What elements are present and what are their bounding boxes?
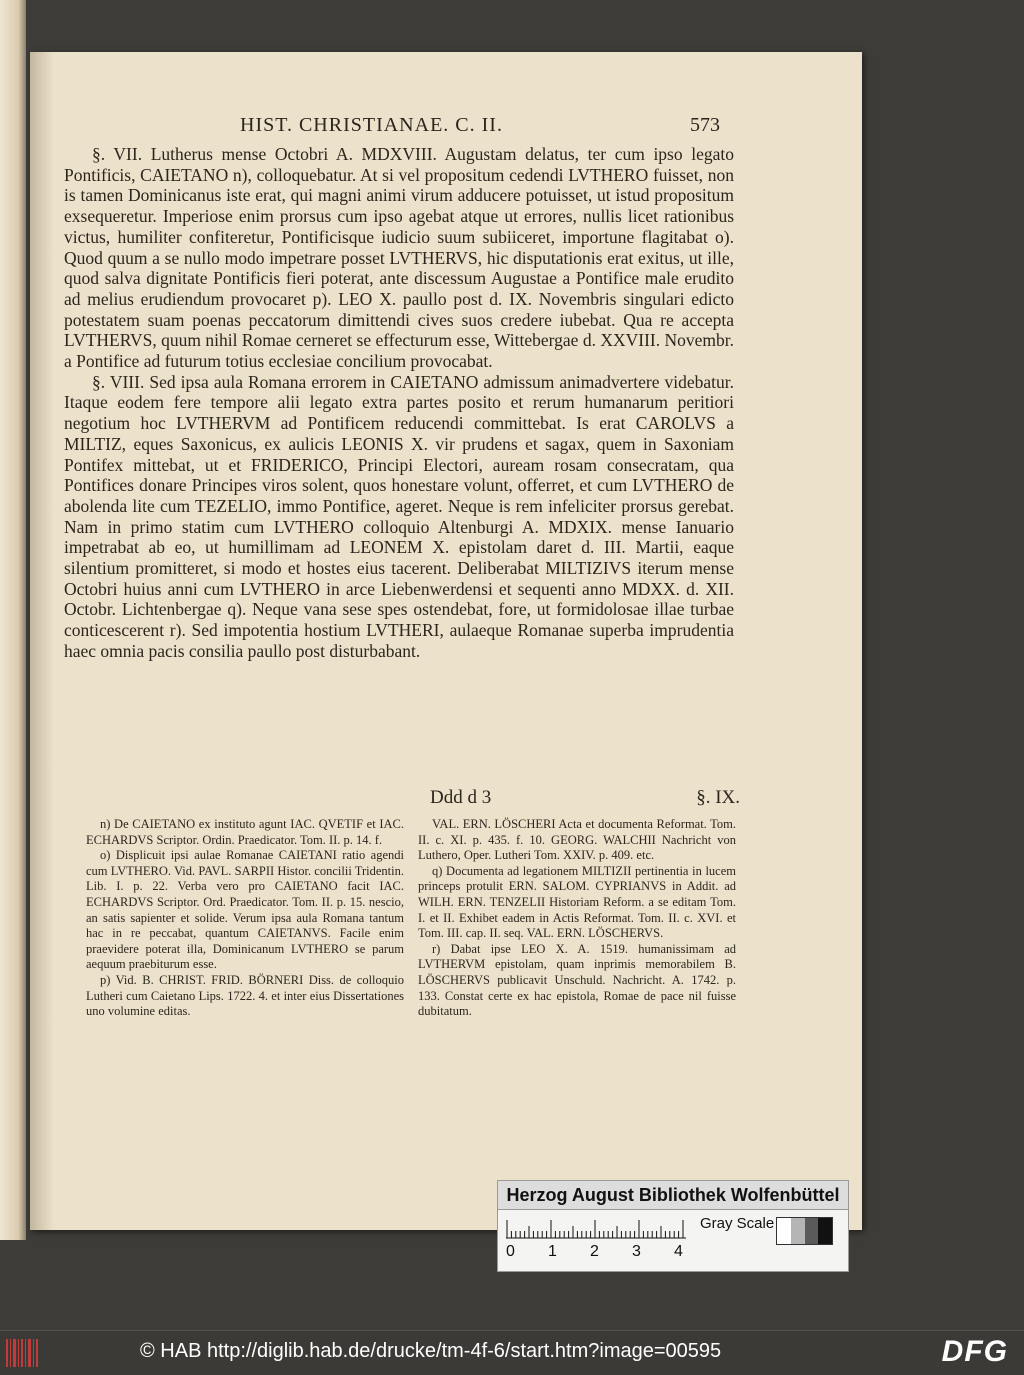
paragraph-section-7: §. VII. Lutherus mense Octobri A. MDXVIII. Augustam delatus, ter cum ipso legato Pontificis, CAIETANO n), colloquebatur. At si vel propositum cedendi LVTHERO fuisset, non is tamen Dominicanus iste erat, qui magni animi virum adducere potuisset, ut istud propositum exsequeretur. Imperiose enim prorsus cum ipso agebat atque ut errores, nullis licet rationibus victus, humiliter confiteretur, Pontificisque iudicio suum subiiceret, importune flagitabat o). Quod quum a se nullo modo impetrare posset LVTHERVS, hic disputationis erat exitus, ut ille, quod salva dignitate Pontificis fieri poterat, ante discessum Augustae a Pontifice male erudito ad melius erudiendum provocaret p). LEO X. paullo post d. IX. Novembris singulari edicto potestatem suam poenas peccatorum dimittendi cives suos credere iubebat. Qua re accepta LVTHERVS, quum nihil Romae cerneret se effecturum esse, Wittebergae d. XXVIII. Novembr. a Pontifice ad futurum totius ecclesiae concilium provocabat.: [64, 144, 734, 372]
gray-scale-label: Gray Scale: [700, 1215, 775, 1232]
main-text: [64, 144, 734, 662]
ruler-number: 3: [632, 1243, 641, 1260]
footnote: n) De CAIETANO ex instituto agunt IAC. QVETIF et IAC. ECHARDVS Scriptor. Ordin. Praedicator. Tom. II. p. 14. f.: [86, 817, 404, 847]
library-color-label: [497, 1180, 849, 1272]
paragraph-section-8: §. VIII. Sed ipsa aula Romana errorem in CAIETANO admissum animadvertere videbatur. Itaque eodem fere tempore alii legato extra partes posito et rerum humanarum peritiori negotium hoc LVTHERVM ad Pontificem reducendi committebat. Is erat CAROLVS a MILTIZ, eques Saxonicus, ex aulicis LEONIS X. vir prudens et sagax, quem in Saxoniam Pontifex mittebat, ut et FRIDERICO, Principi Electori, auream rosam consecratam, qua Pontifices donare Principes viros solent, quos honestare volunt, offerret, et cum LVTHERO de abolenda lite cum TEZELIO, immo Pontifice, ageret. Neque is rem infeliciter prorsus gerebat. Nam in primo statim cum LVTHERO colloquio Altenburgi A. MDXIX. mense Ianuario impetrabat ab eo, ut humillimam ad LEONEM X. epistolam daret d. III. Martii, eaque silentium promitteret, si modo et hostes eius tacerent. Deliberabat MILTIZIVS iterum mense Octobri huius anni cum LVTHERO in arce Liebenwerdensi et sequenti anno MDXX. d. XII. Octobr. Lichtenbergae q). Neque vana sese spes ostendebat, fore, ut formidolosae illae turbae conticescerent r). Sed impotentia hostium LVTHERI, aulaeque Romanae superba imprudentia haec omnia pacis consilia paullo post disturbabant.: [64, 371, 734, 661]
gray-swatch: [818, 1218, 832, 1244]
copyright-link[interactable]: © HAB http://diglib.hab.de/drucke/tm-4f-6/start.htm?image=00595: [140, 1340, 722, 1362]
footnote: p) Vid. B. CHRIST. FRID. BÖRNERI Diss. de colloquio Lutheri cum Caietano Lips. 1722. 4. et inter eius Dissertationes uno volumine editas.: [86, 972, 404, 1019]
ruler-number: 1: [548, 1243, 557, 1260]
library-label-title: Herzog August Bibliothek Wolfenbüttel: [498, 1181, 848, 1210]
dfg-logo: DFG: [941, 1335, 1008, 1368]
signature-mark: Ddd d 3: [430, 787, 492, 808]
ruler-number: 4: [674, 1243, 683, 1260]
page-number: 573: [690, 114, 720, 136]
ruler-numbers: [506, 1243, 706, 1263]
gray-swatch: [777, 1218, 791, 1244]
gray-scale-swatches: [776, 1217, 833, 1245]
footnote: q) Documenta ad legationem MILTIZII pertinentia in lucem princeps protulit ERN. SALOM. CYPRIANVS in Addit. ad WILH. ERN. TENZELII Historiam Reform. a se editam Tom. I. et II. Exhibet eadem in Actis Reformat. Tom. II. c. XVI. et Tom. III. cap. II. seq. VAL. ERN. LÖSCHERVS.: [418, 863, 736, 941]
gray-swatch: [791, 1218, 805, 1244]
catchword: §. IX.: [696, 787, 740, 808]
scanned-page: [30, 52, 862, 1230]
footnotes: [86, 817, 736, 1020]
footnote: r) Dabat ipse LEO X. A. 1519. humanissimam ad LVTHERVM epistolam, quam inprimis memorabilem B. LÖSCHERVS publicavit Unschuld. Nachricht. A. 1742. p. 133. Constat certe ex hac epistola, Romae de pace nil fuisse dubitatum.: [418, 941, 736, 1019]
footer-bar: [0, 1330, 1024, 1375]
ruler-scale: [506, 1219, 686, 1239]
footnotes-left-column: [86, 817, 404, 1020]
footnote: o) Displicuit ipsi aulae Romanae CAIETANI ratio agendi cum LVTHERO. Vid. PAVL. SARPII Histor. concilii Tridentin. Lib. I. p. 22. Verba vero pro CAIETANO facit IAC. ECHARDVS Scriptor. Ord. Praedicator. Tom. II. p. 15. nescio, an satis sapienter et solide. Verum ipsa aula Romana tantum hac in re peccabat, quantum CAIETANVS. Facile enim praevidere poterat illa, Dominicanum LVTHERO se parum aequum praebiturum esse.: [86, 848, 404, 972]
footnotes-right-column: [418, 817, 736, 1020]
gray-swatch: [805, 1218, 819, 1244]
running-head: HIST. CHRISTIANAE. C. II.: [240, 114, 503, 136]
previous-page-edge: [0, 0, 26, 1240]
ruler-number: 0: [506, 1243, 515, 1260]
barcode-icon: [6, 1339, 40, 1367]
ruler-number: 2: [590, 1243, 599, 1260]
signature-line: [430, 787, 740, 809]
footnote: VAL. ERN. LÖSCHERI Acta et documenta Reformat. Tom. II. c. XI. p. 435. f. 10. GEORG. WALCHII Nachricht von Luthero, Oper. Lutheri Tom. XXIV. p. 409. etc.: [418, 817, 736, 863]
